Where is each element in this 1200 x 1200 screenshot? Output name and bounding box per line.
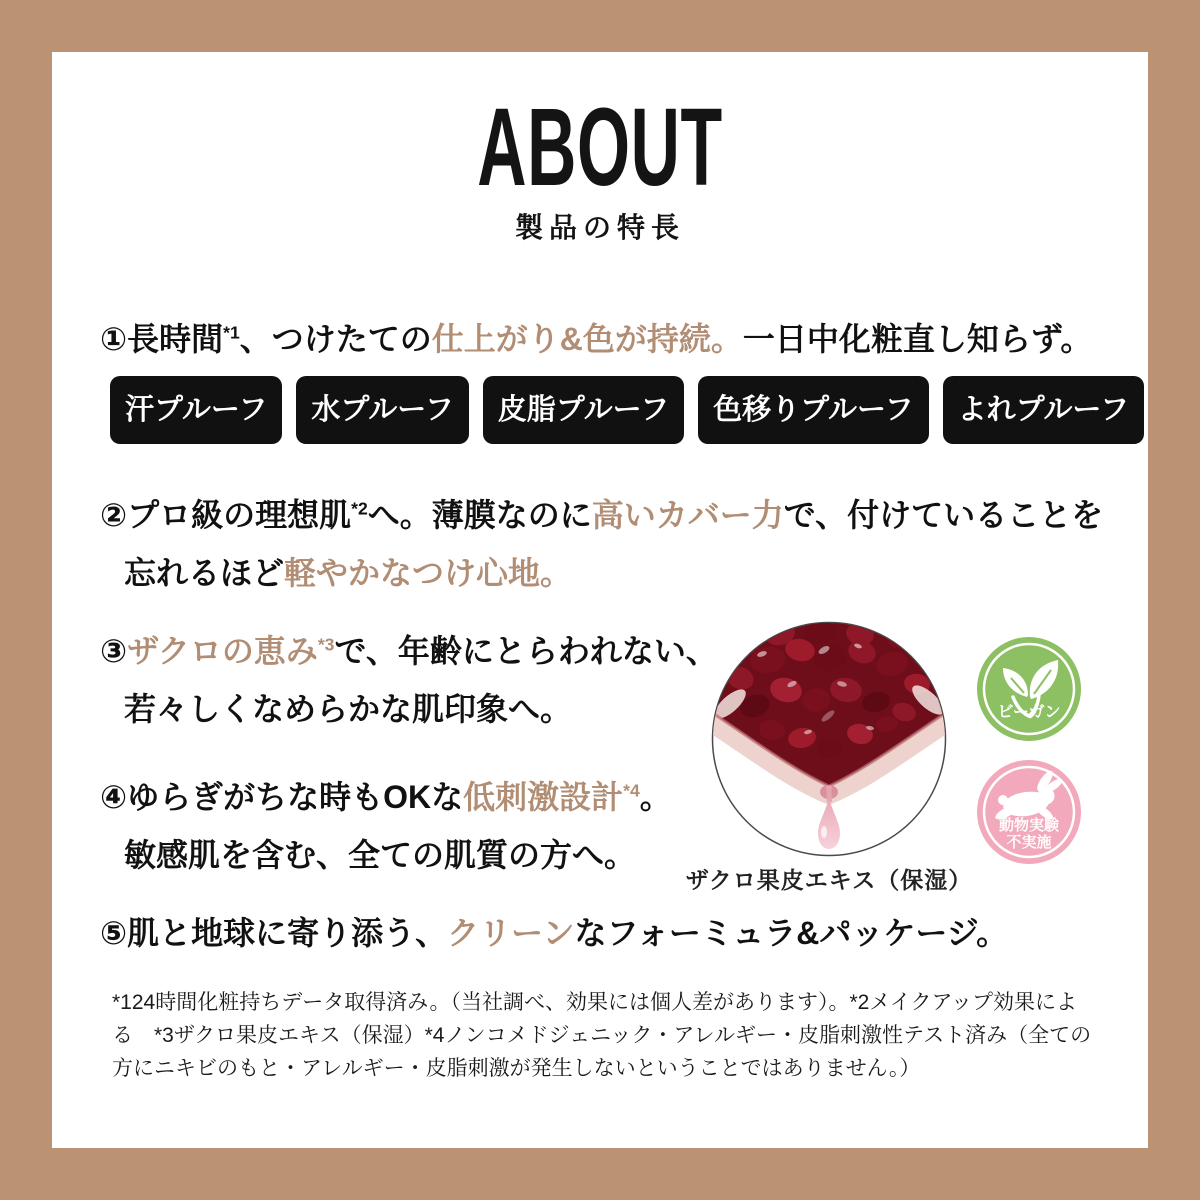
- content-card: [52, 52, 1148, 1148]
- page-subtitle: 製品の特長: [514, 211, 685, 243]
- no-animal-testing-label-1: 動物実験: [998, 817, 1060, 834]
- feature-4-highlight: 低刺激設計: [463, 778, 624, 815]
- proof-badge-transfer: 色移りプルーフ: [698, 376, 928, 444]
- no-animal-testing-label-2: 不実施: [1006, 834, 1052, 851]
- proof-badge-row: [110, 376, 1129, 444]
- footnote-marker-2: *2: [351, 497, 368, 518]
- pomegranate-illustration: [710, 620, 948, 858]
- pomegranate-caption: ザクロ果皮エキス（保湿）: [685, 867, 973, 893]
- feature-2-highlight-a: 高いカバー力: [591, 496, 784, 533]
- vegan-badge: [977, 637, 1081, 741]
- footnote-marker-3: *3: [317, 633, 335, 654]
- footnote: *124時間化粧持ちデータ取得済み。（当社調べ、効果には個人差があります）。*2メイクアップ効果による *3ザクロ果皮エキス（保湿）*4ノンコメドジェニック・アレルギー・皮脂刺激性テスト済み（全ての方にニキビのもと・アレルギー・皮脂刺激が発生しないということではありません。）: [112, 990, 1092, 1080]
- proof-badge-water: 水プルーフ: [296, 376, 468, 444]
- feature-1-highlight: 仕上がり&色が持続。: [431, 320, 743, 357]
- footnote-marker-1: *1: [223, 321, 240, 342]
- header: [100, 86, 1100, 246]
- feature-item-4: ④ゆらぎがちな時もOKな低刺激設計$^{*4}$。 敏感肌を含む、全ての肌質の方へ。: [100, 778, 672, 873]
- proof-badge-smudge: よれプルーフ: [943, 376, 1144, 444]
- feature-item-2: ②プロ級の理想肌$^{*2}$へ。薄膜なのに高いカバー力で、付けていることを 忘れるほど軽やかなつけ心地。: [100, 496, 1104, 591]
- no-animal-testing-badge: [977, 760, 1081, 864]
- page-title-text: ABOUT: [477, 86, 723, 209]
- feature-1-text: ①長時間: [100, 320, 224, 357]
- feature-item-3: ③ザクロの恵み$^{*3}$で、年齢にとらわれない、 若々しくなめらかな肌印象へ。: [100, 632, 718, 727]
- feature-3-highlight: ザクロの恵み: [127, 632, 318, 669]
- page-title: [100, 86, 1100, 209]
- feature-item-1: ①長時間$^{*1}$、つけたての仕上がり&色が持続。一日中化粧直し知らず。: [100, 320, 1093, 357]
- feature-2-highlight-b: 軽やかなつけ心地。: [284, 554, 573, 591]
- proof-badge-sebum: 皮脂プルーフ: [483, 376, 684, 444]
- proof-badge-sweat: 汗プルーフ: [110, 376, 282, 444]
- vegan-label: ビーガン: [997, 704, 1061, 721]
- pomegranate-image: [710, 620, 948, 858]
- feature-item-5: ⑤肌と地球に寄り添う、クリーンなフォーミュラ&パッケージ。: [100, 914, 1009, 951]
- feature-5-highlight: クリーン: [447, 914, 575, 951]
- footnote-marker-4: *4: [623, 779, 640, 800]
